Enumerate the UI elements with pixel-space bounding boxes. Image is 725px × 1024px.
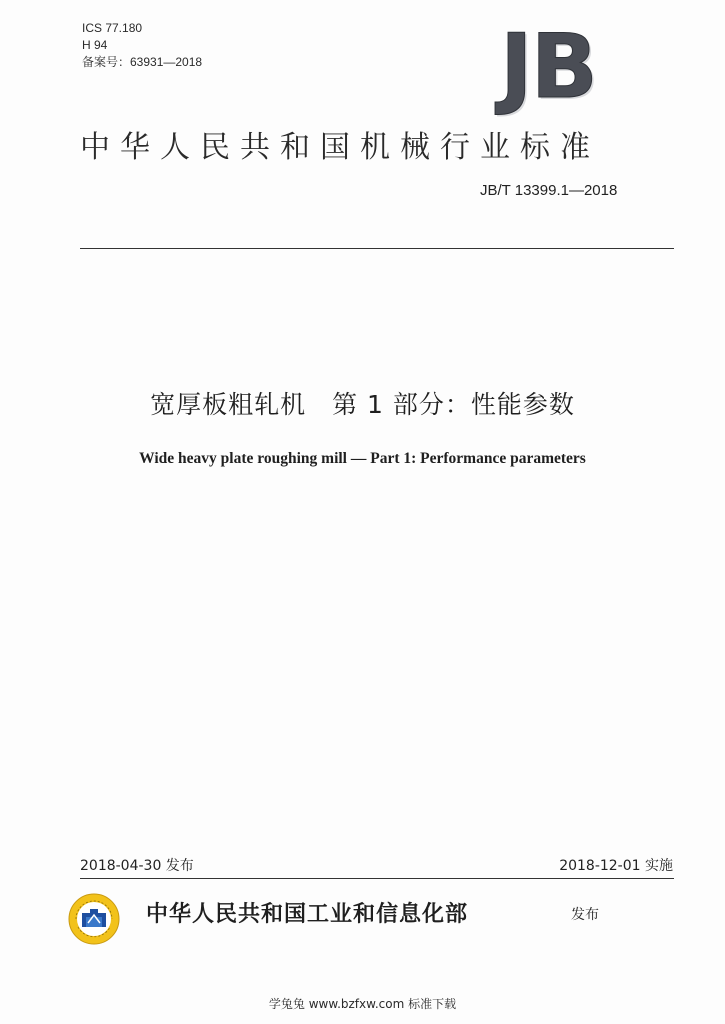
filing-number: 备案号：63931—2018 — [82, 55, 203, 69]
bottom-divider — [80, 878, 674, 879]
issue-date: 2018-04-30 发布 — [80, 858, 194, 874]
ministry-emblem-icon — [68, 893, 120, 945]
download-footer: 学兔兔 www.bzfxw.com 标准下载 — [268, 997, 457, 1011]
top-divider — [80, 248, 674, 249]
industry-standard-title: 中华人民共和国机械行业标准 — [80, 130, 600, 165]
implementation-date: 2018-12-01 实施 — [559, 858, 673, 874]
ics-code: ICS 77.180 — [82, 21, 143, 35]
chinese-title: 宽厚板粗轧机 第 1 部分：性能参数 — [150, 390, 575, 419]
ccs-code: H 94 — [82, 38, 108, 52]
jb-logo: JB — [500, 15, 596, 118]
publisher-name: 中华人民共和国工业和信息化部 — [146, 902, 469, 927]
standard-number: JB/T 13399.1—2018 — [480, 182, 618, 199]
publish-label: 发布 — [571, 907, 599, 923]
english-title: Wide heavy plate roughing mill — Part 1: Performance parameters — [139, 450, 586, 467]
classification-block — [82, 20, 202, 71]
